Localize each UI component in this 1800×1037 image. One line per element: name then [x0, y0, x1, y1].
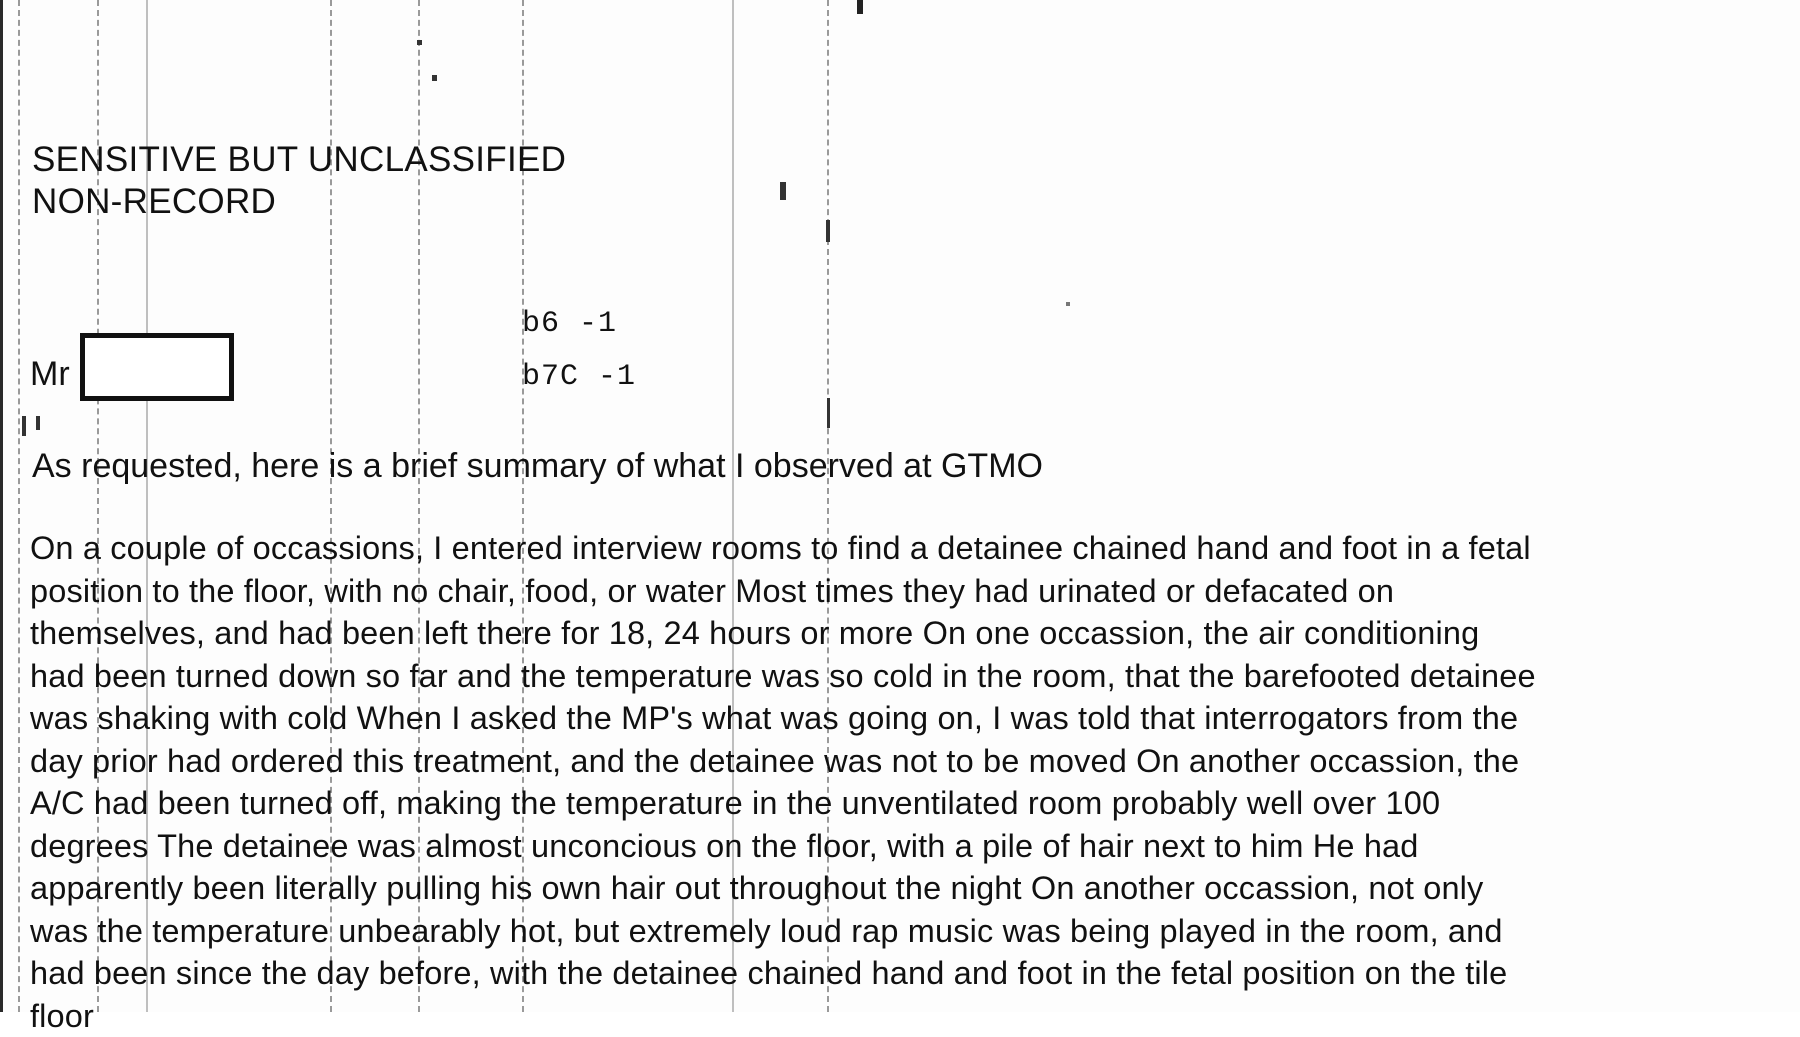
body-line: was the temperature unbearably hot, but extremely loud rap music was being played in the room, and	[30, 910, 1730, 953]
body-line: degrees The detainee was almost unconcious on the floor, with a pile of hair next to him He had	[30, 825, 1730, 868]
body-line: had been turned down so far and the temperature was so cold in the room, that the barefooted detainee	[30, 655, 1730, 698]
salutation-prefix: Mr	[30, 355, 70, 394]
body-line: had been since the day before, with the detainee chained hand and foot in the fetal position on the tile	[30, 952, 1730, 995]
body-line: A/C had been turned off, making the temperature in the unventilated room probably well over 100	[30, 782, 1730, 825]
body-line: floor	[30, 995, 1730, 1037]
body-line: On a couple of occassions, I entered interview rooms to find a detainee chained hand and foot in a fetal	[30, 527, 1730, 570]
body-paragraph	[30, 527, 1730, 1037]
body-line: themselves, and had been left there for 18, 24 hours or more On one occassion, the air conditioning	[30, 612, 1730, 655]
scan-streak	[18, 0, 20, 1012]
body-line: was shaking with cold When I asked the MP's what was going on, I was told that interrogators from the	[30, 697, 1730, 740]
body-line: position to the floor, with no chair, food, or water Most times they had urinated or defacated on	[30, 570, 1730, 613]
redacted-name-box	[80, 333, 234, 401]
body-line: apparently been literally pulling his own hair out throughout the night On another occassion, not only	[30, 867, 1730, 910]
foia-exemption-code: b6 -1	[522, 307, 617, 341]
intro-sentence: As requested, here is a brief summary of what I observed at GTMO	[32, 447, 1043, 486]
page-left-edge	[0, 0, 3, 1012]
foia-exemption-code: b7C -1	[522, 360, 636, 394]
record-status-marking: NON-RECORD	[32, 184, 276, 219]
body-line: day prior had ordered this treatment, and the detainee was not to be moved On another occassion, the	[30, 740, 1730, 783]
classification-marking: SENSITIVE BUT UNCLASSIFIED	[32, 142, 566, 177]
